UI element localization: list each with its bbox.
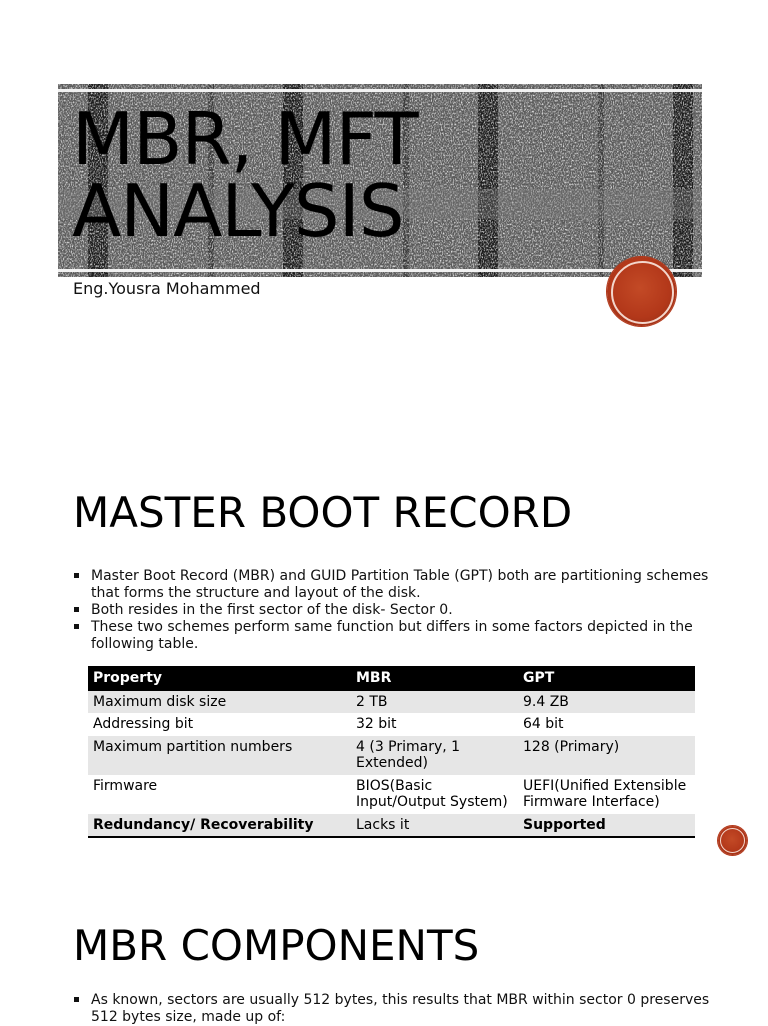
column-header-gpt: GPT	[523, 670, 555, 686]
table-cell: UEFI(Unified Extensible Firmware Interface)	[523, 777, 687, 810]
bullet-item: Both resides in the first sector of the disk- Sector 0.	[73, 602, 733, 619]
table-cell: Firmware	[93, 777, 158, 794]
table-cell: 4 (3 Primary, 1 Extended)	[356, 738, 461, 771]
bullet-item: Master Boot Record (MBR) and GUID Partition Table (GPT) both are partitioning schemes that forms the structure and layout of the disk.	[73, 568, 733, 602]
table-cell: Maximum partition numbers	[93, 738, 293, 755]
column-header-mbr: MBR	[356, 670, 392, 686]
mbr-bullet-list	[73, 568, 733, 653]
table-cell: Addressing bit	[93, 716, 194, 732]
table-cell: 2 TB	[356, 693, 388, 710]
table-row	[88, 736, 695, 775]
table-cell: 64 bit	[523, 716, 564, 732]
table-cell: 32 bit	[356, 716, 397, 732]
bullet-item: As known, sectors are usually 512 bytes, this results that MBR within sector 0 preserves 512 bytes size, made up of:	[73, 992, 733, 1026]
column-header-property: Property	[93, 670, 163, 686]
table-row	[88, 775, 695, 814]
decorative-orb	[607, 257, 676, 326]
slide-heading-mbr-components: MBR COMPONENTS	[73, 921, 480, 970]
table-cell: 9.4 ZB	[523, 693, 569, 710]
mbr-gpt-comparison-table	[88, 666, 695, 838]
table-cell: 128 (Primary)	[523, 738, 620, 755]
table-header-row	[88, 666, 695, 691]
table-row	[88, 713, 695, 736]
table-cell: Redundancy/ Recoverability	[93, 816, 314, 833]
table-row	[88, 691, 695, 714]
table-cell: Maximum disk size	[93, 693, 227, 710]
decorative-orb-small	[718, 826, 747, 855]
table-row	[88, 814, 695, 838]
banner-top-rule	[58, 89, 702, 92]
presentation-title: MBR, MFT ANALYSIS	[72, 97, 418, 253]
table-cell: Supported	[523, 816, 606, 833]
table-cell: BIOS(Basic Input/Output System)	[356, 777, 508, 810]
components-bullet-list	[73, 992, 733, 1026]
banner-bottom-rule	[58, 269, 702, 272]
table-cell: Lacks it	[356, 816, 410, 833]
author-name: Eng.Yousra Mohammed	[73, 279, 261, 298]
bullet-item: These two schemes perform same function but differs in some factors depicted in the following table.	[73, 619, 733, 653]
slide-heading-master-boot-record: MASTER BOOT RECORD	[73, 488, 573, 537]
